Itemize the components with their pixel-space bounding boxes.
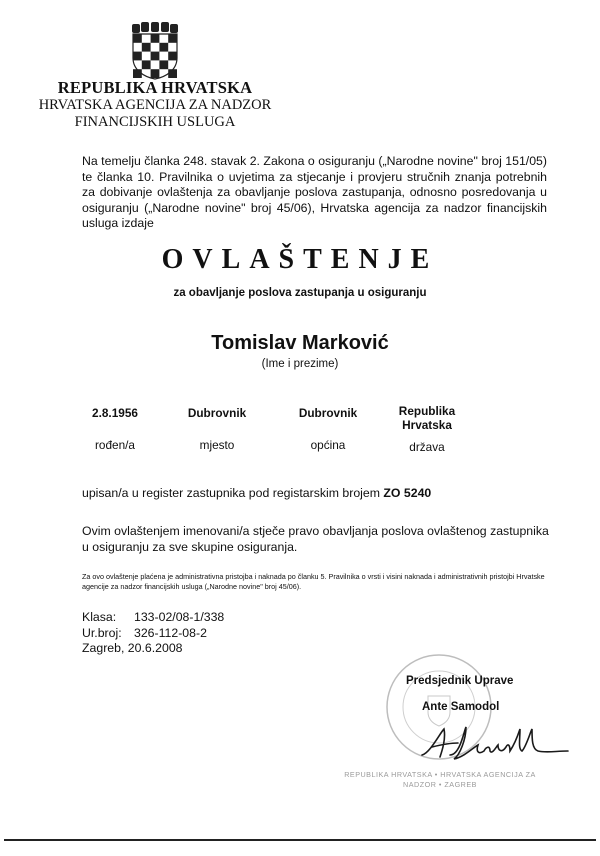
country-label: država [409,440,445,454]
coat-check-square [151,52,160,61]
holder-name: Tomislav Marković [211,332,389,354]
header-agency: HRVATSKA AGENCIJA ZA NADZOR [38,97,272,113]
document-title: OVLAŠTENJE [161,244,439,275]
coat-check-square [159,60,168,69]
coat-check-square [133,34,142,43]
municipality-value: Dubrovnik [298,406,358,420]
coat-check-square [159,43,168,52]
signatory-name: Ante Samodol [422,701,500,713]
coat-check-square [133,69,142,78]
handwritten-signature-icon [420,725,570,765]
fee-note: Za ovo ovlaštenje plaćena je administrativna pristojba i naknada po članku 5. Pravilnika o vrsti i visini naknada i administrativnih pristojbi Hrvatske agencije za nadzor financijskih usluga („Narodne novine" broj 45/06). [82,572,545,591]
registry-number: ZO 5240 [383,486,432,500]
document-meta [82,610,224,657]
municipality-label: općina [310,438,346,452]
holder-name-caption: (Ime i prezime) [261,358,339,370]
header-agency-line2: FINANCIJSKIH USLUGA [74,114,236,130]
coat-check-square [151,69,160,78]
place-label: mjesto [199,438,235,452]
klasa-value: 133-02/08-1/338 [134,610,225,624]
klasa-label: Klasa: [82,610,117,624]
intro-paragraph: Na temelju članka 248. stavak 2. Zakona o osiguranju („Narodne novine" broj 151/05) te članka 10. Pravilnika o uvjetima za stjecanje i provjeru stručnih znanja potrebnih za dobivanje ovlaštenja za obavljanje poslova zastupanja, odnosno posredovanja u osiguranju („Narodne novine" broj 45/06), Hrvatska agencija za nadzor financijskih usluga izdaje [82,154,547,231]
coat-check-square [151,34,160,43]
document-subtitle: za obavljanje poslova zastupanja u osiguranju [173,287,427,299]
place-value: Dubrovnik [187,406,247,420]
coat-check-square [142,60,151,69]
coat-check-square [142,43,151,52]
urbroj-label: Ur.broj: [82,625,122,640]
country-value: Republika Hrvatska [398,404,456,432]
rights-paragraph: Ovim ovlaštenjem imenovani/a stječe pravo obavljanja poslova ovlaštenog zastupnika u osiguranju za sve skupine osiguranja. [82,524,549,554]
bottom-rule [4,839,596,841]
coat-check-square [168,52,177,61]
coat-check-square [133,52,142,61]
coat-check-square [168,34,177,43]
urbroj-value: 326-112-08-2 [134,625,207,640]
stamp-text: REPUBLIKA HRVATSKA • HRVATSKA AGENCIJA ZA NADZOR • ZAGREB [344,770,536,789]
birth-date-label: rođen/a [94,438,135,452]
coat-check-square [168,69,177,78]
croatian-coat-of-arms-icon [130,22,180,80]
place-date: Zagreb, 20.6.2008 [82,641,183,656]
birth-date-value: 2.8.1956 [92,406,138,420]
signatory-role: Predsjednik Uprave [406,675,514,687]
registry-text: upisan/a u register zastupnika pod registarskim brojem [82,486,384,500]
registry-line [82,486,552,502]
header-country: REPUBLIKA HRVATSKA [57,78,253,97]
